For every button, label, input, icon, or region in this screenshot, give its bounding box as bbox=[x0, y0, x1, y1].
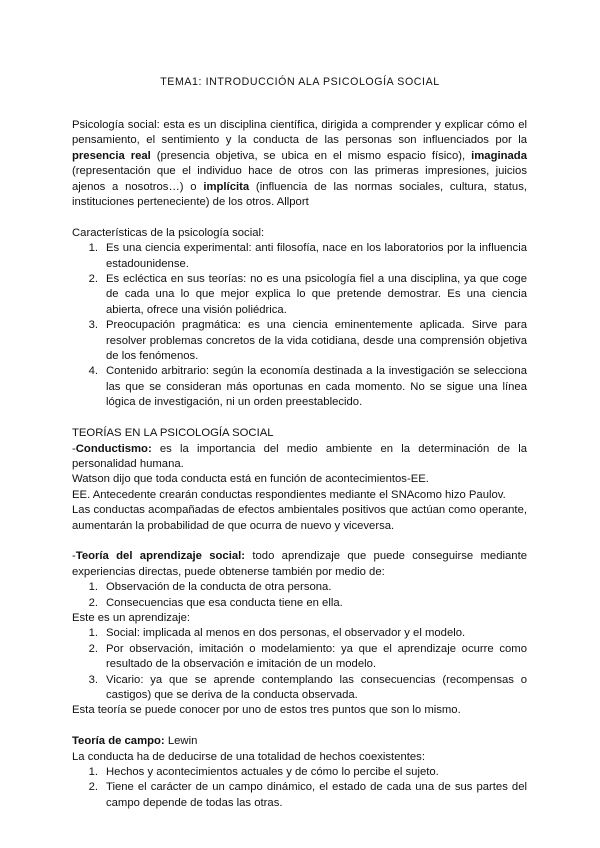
dash-prefix: - bbox=[72, 442, 76, 455]
list-item bbox=[88, 780, 527, 811]
list-item bbox=[88, 272, 527, 318]
teorias-heading: TEORÍAS EN LA PSICOLOGÍA SOCIAL bbox=[72, 427, 274, 440]
list-item-text: Social: implicada al menos en dos personas, el observador y el modelo. bbox=[106, 627, 466, 640]
list-item-text: Es una ciencia experimental: anti filosofía, nace en los laboratorios por la influencia estadounidense. bbox=[106, 242, 527, 270]
list-item-text: Vicario: ya que se aprende contemplando las consecuencias (recompensas o castigos) que se deriva de la conducta observada. bbox=[106, 673, 527, 701]
conductismo-operante: Las conductas acompañadas de efectos ambientales positivos que actúan como operante, aumentarán la probabilidad de que ocurra de nuevo y viceversa. bbox=[72, 504, 527, 532]
list-item bbox=[88, 765, 527, 780]
list-number: 2. bbox=[88, 596, 98, 609]
list-item-text: Contenido arbitrario: según la economía destinada a la investigación se selecciona las que se consideran más oportunas en cada momento. No se sigue una línea lógica de investigación, ni un orden preestablecido. bbox=[106, 365, 527, 409]
intro-text-1: Psicología social: esta es un disciplina científica, dirigida a comprender y explicar cómo el pensamiento, el sentimiento y la conducta de las personas son influenciados por la bbox=[72, 119, 527, 147]
list-number: 2. bbox=[88, 781, 98, 794]
list-number: 4. bbox=[88, 365, 98, 378]
aprendizaje-term: Teoría del aprendizaje social: bbox=[75, 550, 246, 563]
intro-bold-imaginada: imaginada bbox=[471, 149, 527, 162]
list-number: 2. bbox=[88, 273, 98, 286]
document-body bbox=[72, 118, 527, 811]
campo-term: Teoría de campo: bbox=[72, 735, 165, 748]
campo-text: Lewin bbox=[164, 735, 198, 748]
intro-paragraph bbox=[72, 118, 527, 210]
aprendizaje-closing: Esta teoría se puede conocer por uno de estos tres puntos que son lo mismo. bbox=[72, 704, 461, 717]
list-number: 2. bbox=[88, 642, 98, 655]
campo-list bbox=[88, 765, 527, 811]
intro-bold-presencia-real: presencia real bbox=[72, 149, 151, 162]
list-item bbox=[88, 673, 527, 704]
list-item bbox=[88, 642, 527, 673]
list-number: 1. bbox=[88, 627, 98, 640]
aprendizaje-paragraph bbox=[72, 549, 527, 580]
aprendizaje-list bbox=[88, 580, 527, 611]
list-number: 3. bbox=[88, 673, 98, 686]
intro-text-3: (representación que el individuo hace de otros con las primeras impresiones, juicios ajenos a nosotros…) o bbox=[72, 165, 527, 193]
conductismo-paulov: EE. Antecedente crearán conductas respondientes mediante el SNAcomo hizo Paulov. bbox=[72, 488, 506, 501]
list-item bbox=[88, 580, 527, 595]
aprendizaje-tipo: Este es un aprendizaje: bbox=[72, 611, 191, 624]
campo-paragraph bbox=[72, 734, 527, 749]
list-number: 1. bbox=[88, 581, 98, 594]
page-title: TEMA1: INTRODUCCIÓN ALA PSICOLOGÍA SOCIAL bbox=[160, 76, 440, 88]
campo-intro: La conducta ha de deducirse de una totalidad de hechos coexistentes: bbox=[72, 750, 425, 763]
aprendizaje-text: todo aprendizaje que puede conseguirse mediante experiencias directas, puede obtenerse también por medio de: bbox=[72, 550, 527, 578]
list-item bbox=[88, 364, 527, 410]
list-item bbox=[88, 241, 527, 272]
list-item-text: Consecuencias que esa conducta tiene en ella. bbox=[106, 596, 343, 609]
conductismo-term: Conductismo: bbox=[75, 442, 152, 455]
list-item bbox=[88, 318, 527, 364]
list-number: 1. bbox=[88, 242, 98, 255]
caracteristicas-list bbox=[88, 241, 527, 410]
list-item-text: Observación de la conducta de otra persona. bbox=[106, 581, 332, 594]
list-number: 1. bbox=[88, 766, 98, 778]
dash-prefix: - bbox=[72, 550, 76, 563]
intro-text-2: (presencia objetiva, se ubica en el mismo espacio físico), bbox=[150, 149, 472, 162]
list-number: 3. bbox=[88, 319, 98, 332]
caracteristicas-heading: Características de la psicología social: bbox=[72, 226, 265, 239]
list-item-text: Hechos y acontecimientos actuales y de cómo lo percibe el sujeto. bbox=[106, 766, 439, 778]
conductismo-paragraph bbox=[72, 442, 527, 473]
intro-text-4: (influencia de las normas sociales, cultura, status, instituciones perteneciente) de los otros. Allport bbox=[72, 180, 527, 209]
list-item-text: Tiene el carácter de un campo dinámico, el estado de cada una de sus partes del campo depende de todas las otras. bbox=[106, 781, 527, 809]
list-item-text: Por observación, imitación o modelamiento: ya que el aprendizaje ocurre como resultado de la observación e imitación de un modelo. bbox=[106, 642, 527, 671]
list-item bbox=[88, 626, 527, 641]
list-item-text: Es ecléctica en sus teorías: no es una psicología fiel a una disciplina, ya que coge de cada una lo que mejor explica lo que pretende demostrar. Es una ciencia abierta, ofrece una visión poliédrica. bbox=[106, 273, 527, 316]
conductismo-watson: Watson dijo que toda conducta está en función de acontecimientos-EE. bbox=[72, 473, 429, 486]
aprendizaje-tipo-list bbox=[88, 626, 527, 703]
list-item-text: Preocupación pragmática: es una ciencia eminentemente aplicada. Sirve para resolver problemas concretos de la vida cotidiana, desde una comprensión objetiva de los fenómenos. bbox=[106, 319, 527, 363]
intro-bold-implicita: implícita bbox=[203, 180, 250, 193]
list-item bbox=[88, 596, 527, 611]
conductismo-text: es la importancia del medio ambiente en la determinación de la personalidad humana. bbox=[72, 442, 527, 470]
